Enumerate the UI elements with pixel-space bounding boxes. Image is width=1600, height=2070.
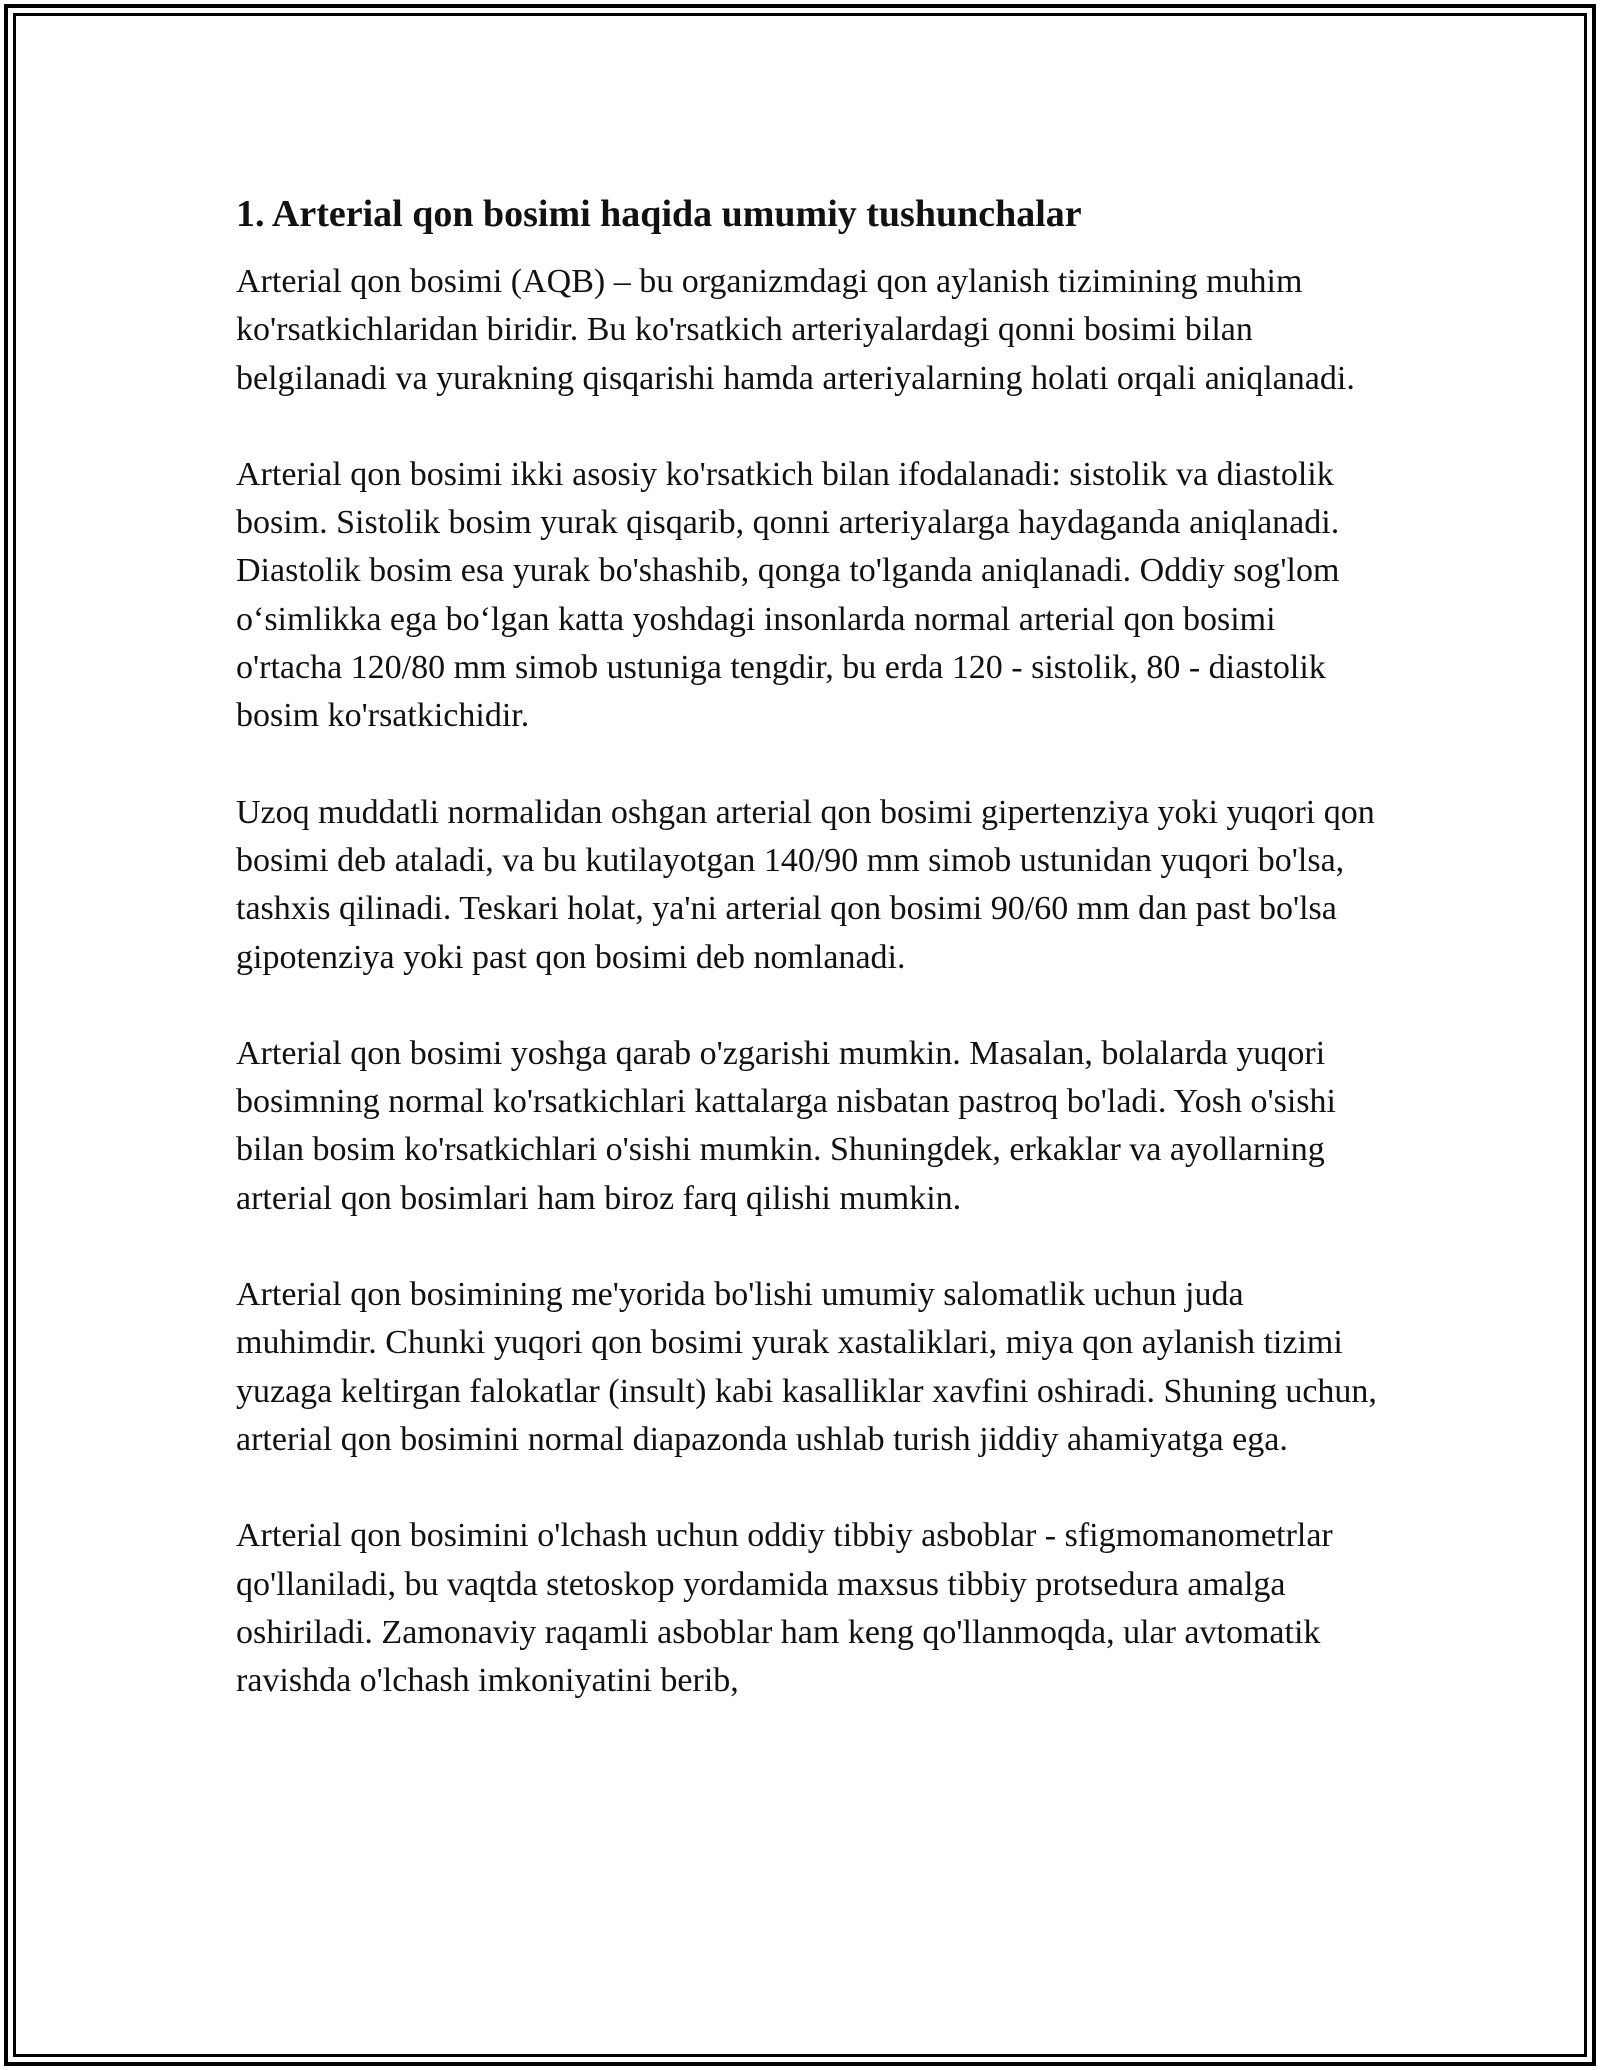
section-heading: 1. Arterial qon bosimi haqida umumiy tushunchalar [236, 193, 1082, 235]
paragraph-age-differences: Arterial qon bosimi yoshga qarab o'zgarishi mumkin. Masalan, bolalarda yuqori bosimning normal ko'rsatkichlari kattalarga nisbatan pastroq bo'ladi. Yosh o'sishi bilan bosim ko'rsatkichlari o'sishi mumkin. Shuningdek, erkaklar va ayollarning arterial qon bosimlari ham biroz farq qilishi mumkin. [236, 1034, 1336, 1217]
paragraph-measurement: Arterial qon bosimini o'lchash uchun oddiy tibbiy asboblar - sfigmomanometrlar qo'llaniladi, bu vaqtda stetoskop yordamida maxsus tibbiy protsedura amalga oshiriladi. Zamonaviy raqamli asboblar ham keng qo'llanmoqda, ular avtomatik ravishda o'lchash imkoniyatini berib, [236, 1517, 1333, 1700]
document-body [236, 186, 1386, 1705]
paragraph-importance: Arterial qon bosimining me'yorida bo'lishi umumiy salomatlik uchun juda muhimdir. Chunki yuqori qon bosimi yurak xastaliklari, miya qon aylanish tizimi yuzaga keltirgan falokatlar (insult) kabi kasalliklar xavfini oshiradi. Shuning uchun, arterial qon bosimini normal diapazonda ushlab turish jiddiy ahamiyatga ega. [236, 1276, 1377, 1458]
paragraph-definition: Arterial qon bosimi (AQB) – bu organizmdagi qon aylanish tizimining muhim ko'rsatkichlaridan biridir. Bu ko'rsatkich arteriyalardagi qonni bosimi bilan belgilanadi va yurakning qisqarishi hamda arteriyalarning holati orqali aniqlanadi. [236, 263, 1355, 397]
paragraph-systolic-diastolic: Arterial qon bosimi ikki asosiy ko'rsatkich bilan ifodalanadi: sistolik va diastolik bosim. Sistolik bosim yurak qisqarib, qonni arteriyalarga haydaganda aniqlanadi. Diastolik bosim esa yurak bo'shashib, qonga to'lganda aniqlanadi. Oddiy sog'lom o‘simlikka ega bo‘lgan katta yoshdagi insonlarda normal arterial qon bosimi o'rtacha 120/80 mm simob ustuniga tengdir, bu erda 120 - sistolik, 80 - diastolik bosim ko'rsatkichidir. [236, 455, 1340, 735]
paragraph-hypertension: Uzoq muddatli normalidan oshgan arterial qon bosimi gipertenziya yoki yuqori qon bosimi deb ataladi, va bu kutilayotgan 140/90 mm simob ustunidan yuqori bo'lsa, tashxis qilinadi. Teskari holat, ya'ni arterial qon bosimi 90/60 mm dan past bo'lsa gipotenziya yoki past qon bosimi deb nomlanadi. [236, 793, 1375, 976]
